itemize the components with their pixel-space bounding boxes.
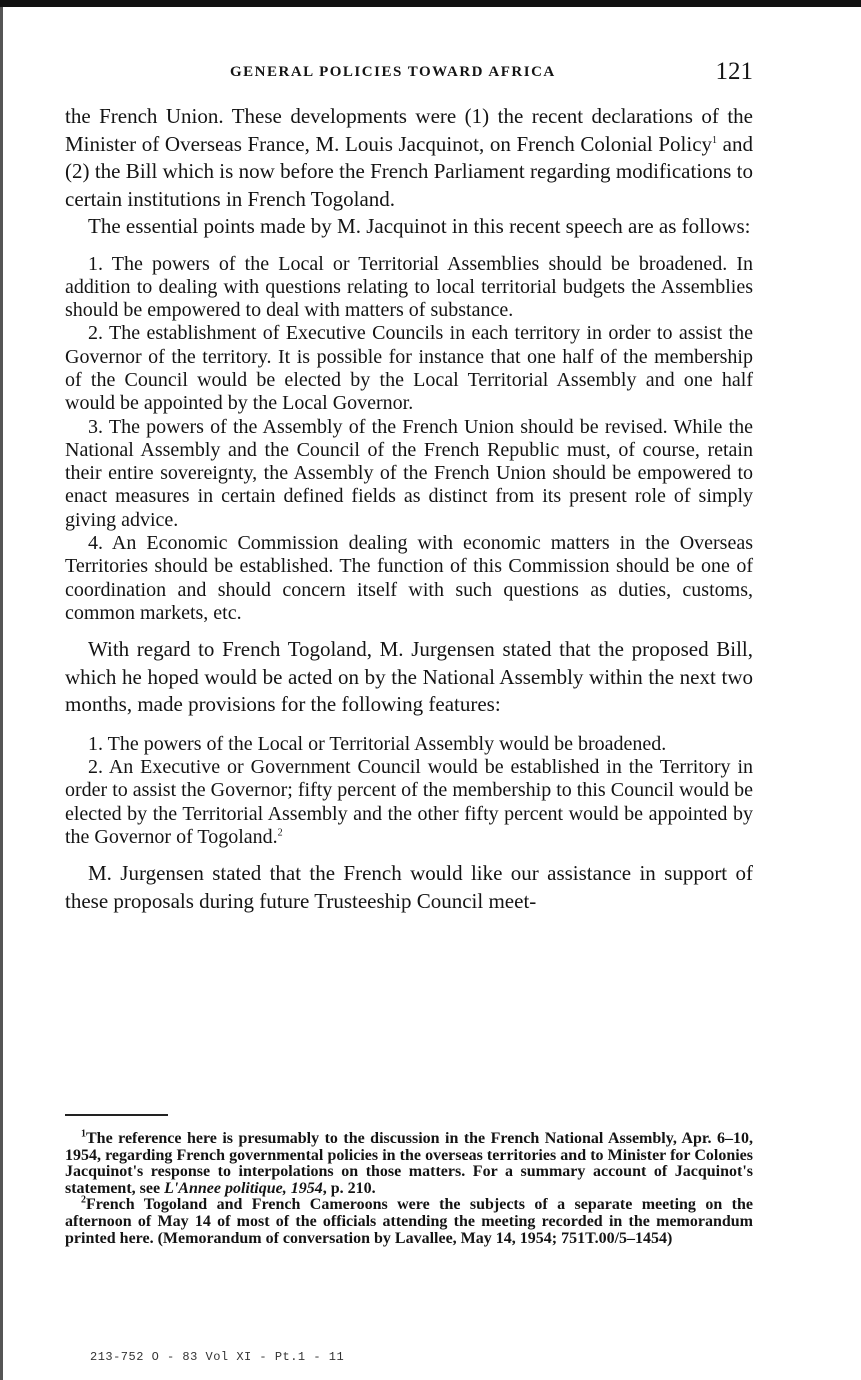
footnote-ref-2: 2 [277,827,283,839]
footnote-citation: L'Annee politique, 1954 [164,1179,323,1197]
footnote-1 [65,1128,753,1197]
footnote-text: French Togoland and French Cameroons were the subjects of a separate meeting on the afternoon of May 14 of most of the officials attending the meeting recorded in the memorandum printed here. (Memorandum of conversation by Lavallee, May 14, 1954; 751T.00/5–1454) [65,1196,753,1247]
running-head: GENERAL POLICIES TOWARD AFRICA [230,64,556,80]
footnote-mark: 1 [81,1128,86,1140]
togoland-points-list [65,733,753,849]
left-scan-border [0,7,3,1380]
paragraph-1 [65,103,753,213]
list-item: 4. An Economic Commission dealing with economic matters in the Overseas Territories should be established. The function of this Commission should be one of coordination and should concern itself with such questions as duties, customs, common markets, etc. [65,532,753,624]
list-item [65,756,753,849]
paragraph-1-text: the French Union. These developments were (1) the recent declarations of the Minister of Overseas France, M. Louis Jacquinot, on French Colonial Policy [65,104,753,156]
page-header [65,58,753,94]
list-item: 1. The powers of the Local or Territorial Assembly would be broadened. [88,732,667,755]
footnote-end: , p. 210. [322,1179,376,1197]
paragraph-4: M. Jurgensen stated that the French would like our assistance in support of these proposals during future Trusteeship Council meet- [65,861,753,913]
footnotes [65,1128,753,1247]
footnote-mark: 2 [81,1195,86,1207]
main-text [65,103,753,915]
print-code: 213-752 O - 83 Vol XI - Pt.1 - 11 [90,1350,345,1364]
footnote-text: The reference here is presumably to the discussion in the French National Assembly, Apr. 6–10, 1954, regarding French governmental policies in the overseas territories and to Minister for Colonies Jacquinot's response to interpolations on those matters. For a summary account of Jacquinot's statement, see [65,1130,753,1197]
list-item: 3. The powers of the Assembly of the French Union should be revised. While the National Assembly and the Council of the French Republic must, of course, retain their entire sovereignty, the Assembly of the French Union should be empowered to enact measures in certain defined fields as distinct from its present role of simply giving advice. [65,415,753,531]
paragraph-2: The essential points made by M. Jacquinot in this recent speech are as follows: [88,214,751,238]
list-item: 1. The powers of the Local or Territorial Assemblies should be broadened. In addition to dealing with questions relating to local territorial budgets the Assemblies should be empowered to deal with matters of substance. [65,252,753,322]
page-number: 121 [715,58,753,85]
top-scan-border [0,0,861,7]
paragraph-1-end: and (2) the Bill which is now before the French Parliament regarding modifications to certain institutions in French Togoland. [65,131,753,211]
list-item-text: 2. An Executive or Government Council would be established in the Territory in order to assist the Governor; fifty percent of the membership to this Council would be elected by the Territorial Assembly and the other fifty percent would be appointed by the Governor of Togoland. [65,756,753,848]
footnote-ref-1: 1 [712,134,718,146]
paragraph-3: With regard to French Togoland, M. Jurgensen stated that the proposed Bill, which he hoped would be acted on by the National Assembly within the next two months, made provisions for the following features: [65,637,753,717]
list-item: 2. The establishment of Executive Councils in each territory in order to assist the Governor of the territory. It is possible for instance that one half of the membership of the Council would be elected by the Local Territorial Assembly and one half would be appointed by the Local Governor. [65,322,753,415]
footnote-2 [65,1197,753,1247]
jacquinot-points-list [65,253,753,626]
footnote-divider [65,1114,168,1116]
